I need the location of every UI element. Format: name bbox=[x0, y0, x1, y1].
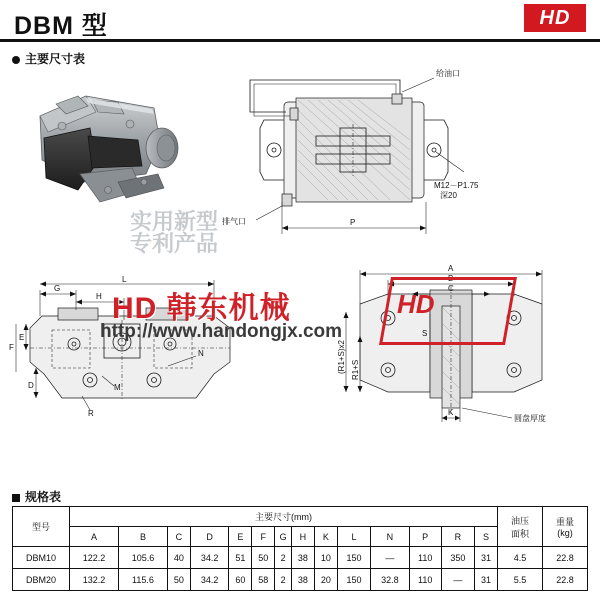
header-dim-G: G bbox=[275, 527, 292, 547]
header-weight-line2: (kg) bbox=[557, 528, 573, 538]
watermark-ghost-text bbox=[130, 211, 218, 255]
label-air-vent: 排气口 bbox=[222, 217, 246, 226]
label-disc-thickness: 圆盘厚度 bbox=[514, 414, 546, 423]
cell-A: 132.2 bbox=[70, 569, 119, 591]
cell-S: 31 bbox=[475, 547, 498, 569]
watermark-ghost-line1: 实用新型 bbox=[130, 209, 219, 234]
cell-F: 50 bbox=[252, 547, 275, 569]
table-row bbox=[13, 547, 588, 569]
dim-E: E bbox=[19, 333, 25, 342]
label-oil-inlet: 给油口 bbox=[436, 69, 460, 78]
cell-P: 110 bbox=[409, 569, 441, 591]
side-view-drawing bbox=[326, 252, 576, 437]
dimensions-section-heading bbox=[12, 50, 85, 67]
top-view-drawing bbox=[220, 68, 520, 258]
cell-weight: 22.8 bbox=[543, 547, 588, 569]
dim-R1S2: (R1+S)x2 bbox=[337, 339, 346, 374]
header-dim-C: C bbox=[167, 527, 190, 547]
cell-C: 50 bbox=[167, 569, 190, 591]
header-dim-L: L bbox=[337, 527, 370, 547]
cell-model: DBM20 bbox=[13, 569, 70, 591]
page-header bbox=[0, 0, 600, 42]
dim-F: F bbox=[9, 343, 14, 352]
dim-P-top: P bbox=[350, 218, 356, 227]
header-dim-N: N bbox=[371, 527, 410, 547]
watermark-ghost-line2: 专利产品 bbox=[130, 231, 219, 256]
spec-table bbox=[12, 506, 588, 591]
header-dim-A: A bbox=[70, 527, 119, 547]
header-dim-K: K bbox=[314, 527, 337, 547]
page-title: DBM 型 bbox=[14, 12, 108, 40]
cell-H: 38 bbox=[291, 569, 314, 591]
dim-C: C bbox=[448, 284, 454, 293]
header-weight bbox=[543, 507, 588, 547]
header-dim-E: E bbox=[229, 527, 252, 547]
cell-F: 58 bbox=[252, 569, 275, 591]
label-thread: M12－P1.75 bbox=[434, 181, 479, 190]
dim-D: D bbox=[28, 381, 34, 390]
header-dim-D: D bbox=[190, 527, 229, 547]
dim-M: M bbox=[114, 383, 121, 392]
cell-D: 34.2 bbox=[190, 569, 229, 591]
cell-K: 10 bbox=[314, 547, 337, 569]
cell-P: 110 bbox=[409, 547, 441, 569]
header-oil-area bbox=[498, 507, 543, 547]
dimensions-heading-text: 主要尺寸表 bbox=[25, 52, 86, 66]
header-weight-line1: 重量 bbox=[555, 517, 574, 527]
cell-G: 2 bbox=[275, 547, 292, 569]
cell-B: 115.6 bbox=[118, 569, 167, 591]
watermark-box-text: HD bbox=[397, 289, 435, 319]
bullet-square-icon bbox=[12, 494, 20, 502]
dim-N: N bbox=[198, 349, 204, 358]
cell-B: 105.6 bbox=[118, 547, 167, 569]
dim-K: K bbox=[448, 408, 454, 417]
table-row bbox=[13, 569, 588, 591]
spec-table-wrap bbox=[12, 506, 588, 591]
front-view-drawing bbox=[9, 275, 258, 436]
spec-section-heading bbox=[12, 488, 61, 505]
watermark-url: http://www.handongjx.com bbox=[100, 321, 343, 342]
dim-A: A bbox=[448, 264, 454, 273]
label-depth: 深20 bbox=[440, 191, 457, 200]
header-dim-R: R bbox=[441, 527, 474, 547]
cell-E: 60 bbox=[229, 569, 252, 591]
cell-oil-area: 5.5 bbox=[498, 569, 543, 591]
spec-heading-text: 规格表 bbox=[25, 490, 62, 504]
header-dim-S: S bbox=[475, 527, 498, 547]
header-dim-H: H bbox=[291, 527, 314, 547]
dim-H: H bbox=[96, 292, 102, 301]
cell-G: 2 bbox=[275, 569, 292, 591]
cell-E: 51 bbox=[229, 547, 252, 569]
dim-G: G bbox=[54, 284, 61, 293]
header-oil-area-line1: 油压 bbox=[510, 515, 529, 526]
cell-R: — bbox=[441, 569, 474, 591]
cell-N: — bbox=[371, 547, 410, 569]
cell-A: 122.2 bbox=[70, 547, 119, 569]
header-dim-F: F bbox=[252, 527, 275, 547]
cell-oil-area: 4.5 bbox=[498, 547, 543, 569]
dim-B: B bbox=[448, 274, 454, 283]
hd-logo: HD bbox=[524, 4, 586, 32]
cell-L: 150 bbox=[337, 547, 370, 569]
cell-model: DBM10 bbox=[13, 547, 70, 569]
watermark-brand: HD 韩东机械 bbox=[112, 292, 291, 325]
dim-R1S: R1+S bbox=[351, 359, 360, 380]
header-dimension-group: 主要尺寸(mm) bbox=[70, 507, 498, 527]
product-photo bbox=[26, 78, 206, 213]
table-header-row-1 bbox=[13, 507, 588, 527]
cell-K: 20 bbox=[314, 569, 337, 591]
cell-C: 40 bbox=[167, 547, 190, 569]
cell-D: 34.2 bbox=[190, 547, 229, 569]
dim-L: L bbox=[122, 275, 127, 284]
cell-S: 31 bbox=[475, 569, 498, 591]
cell-L: 150 bbox=[337, 569, 370, 591]
cell-H: 38 bbox=[291, 547, 314, 569]
cell-R: 350 bbox=[441, 547, 474, 569]
header-oil-area-line2: 面积 bbox=[510, 528, 529, 539]
cell-N: 32.8 bbox=[371, 569, 410, 591]
dim-R: R bbox=[88, 409, 94, 418]
drawing-area bbox=[8, 66, 592, 476]
bullet-circle-icon bbox=[12, 56, 20, 64]
dim-S: S bbox=[422, 329, 428, 338]
cell-weight: 22.8 bbox=[543, 569, 588, 591]
header-dim-P: P bbox=[409, 527, 441, 547]
header-dim-B: B bbox=[118, 527, 167, 547]
header-model: 型号 bbox=[13, 507, 70, 547]
